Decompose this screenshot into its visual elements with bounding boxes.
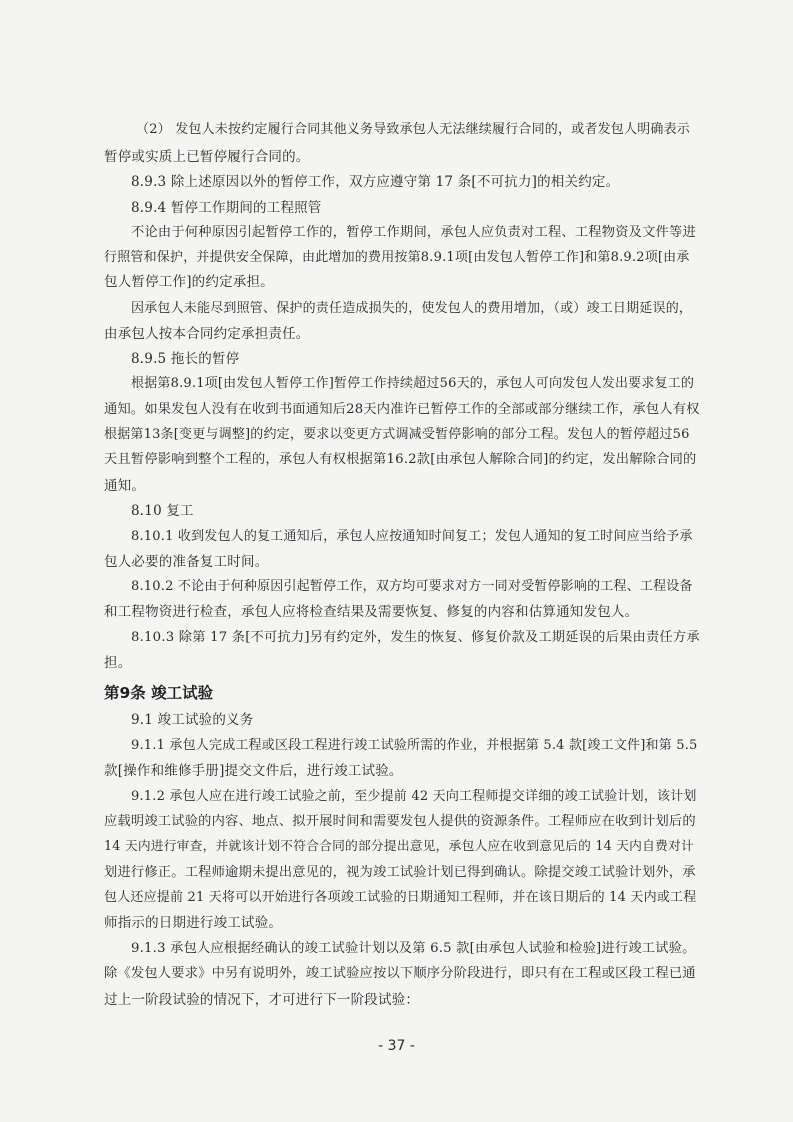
text-line: 9.1 竣工试验的义务 [131,712,254,728]
text-line: 不论由于何种原因引起暂停工作的，暂停工作期间，承包人应负责对工程、工程物资及文件等进 [131,225,696,240]
text-line: 应载明竣工试验的内容、地点、拟开展时间和需要发包人提供的资源条件。工程师应在收到计划后的 [104,814,696,829]
text-line: 8.10 复工 [131,503,194,519]
text-line: 8.9.4 暂停工作期间的工程照管 [131,200,322,216]
text-line: 行照管和保护，并提供安全保障，由此增加的费用按第8.9.1项[由发包人暂停工作]和第8.9.2项[由承 [104,250,690,265]
text-line: 根据第8.9.1项[由发包人暂停工作]暂停工作持续超过56天的，承包人可向发包人发出要求复工的 [131,376,695,391]
text-line: 师指示的日期进行竣工试验。 [104,915,283,931]
text-line: （2） 发包人未按约定履行合同其他义务导致承包人无法继续履行合同的，或者发包人明确表示 [136,122,691,137]
page-number: - 37 - [378,1038,415,1054]
text-line: 除《发包人要求》中另有说明外，竣工试验应按以下顺序分阶段进行，即只有在工程或区段工程已通 [104,966,696,981]
text-line: 通知。 [104,478,146,494]
text-line: 暂停或实质上已暂停履行合同的。 [104,149,310,165]
text-line: 天且暂停影响到整个工程的，承包人有权根据第16.2款[由承包人解除合同]的约定，发出解除合同的 [104,452,697,467]
text-line: 根据第13条[变更与调整]的约定，要求以变更方式调减受暂停影响的部分工程。发包人的暂停超过56 [104,427,690,442]
text-line: 8.9.5 拖长的暂停 [131,351,240,367]
text-line: 包人暂停工作]的约定承担。 [104,274,274,290]
text-line: 包人还应提前 21 天将可以开始进行各项竣工试验的日期通知工程师，并在该日期后的 14 天内或工程 [104,890,697,905]
text-line: 8.10.1 收到发包人的复工通知后，承包人应按通知时间复工；发包人通知的复工时间应当给予承 [131,529,693,544]
text-line: 过上一阶段试验的情况下，才可进行下一阶段试验： [104,992,420,1008]
text-line: 划进行修正。工程师逾期未提出意见的，视为竣工试验计划已得到确认。除提交竣工试验计划外，承 [104,865,696,880]
text-line: 款[操作和维修手册]提交文件后，进行竣工试验。 [104,763,403,779]
text-line: 9.1.3 承包人应根据经确认的竣工试验计划以及第 6.5 款[由承包人试验和检验]进行竣工试验。 [131,941,696,956]
text-line: 9.1.1 承包人完成工程或区段工程进行竣工试验所需的作业，并根据第 5.4 款[竣工文件]和第 5.5 [131,738,698,753]
text-line: 8.9.3 除上述原因以外的暂停工作，双方应遵守第 17 条[不可抗力]的相关约定。 [131,174,620,190]
text-line: 包人必要的准备复工时间。 [104,554,269,570]
text-line: 因承包人未能尽到照管、保护的责任造成损失的，使发包人的费用增加，（或）竣工日期延误的， [131,301,693,316]
text-line: 14 天内进行审查，并就该计划不符合合同的部分提出意见，承包人应在收到意见后的 14 天内自费对计 [104,839,694,854]
text-line: 8.10.3 除第 17 条[不可抗力]另有约定外，发生的恢复、修复价款及工期延误的后果由责任方承 [131,630,700,645]
text-line: 担。 [104,655,132,671]
text-line: 9.1.2 承包人应在进行竣工试验之前，至少提前 42 天向工程师提交详细的竣工试验计划，该计划 [131,789,697,804]
text-line: 由承包人按本合同约定承担责任。 [104,326,310,342]
text-line: 8.10.2 不论由于何种原因引起暂停工作，双方均可要求对方一同对受暂停影响的工程、工程设备 [131,579,693,594]
text-line: 和工程物资进行检查，承包人应将检查结果及需要恢复、修复的内容和估算通知发包人。 [104,604,639,620]
text-line: 通知。如果发包人没有在收到书面通知后28天内准许已暂停工作的全部或部分继续工作，承包人有权 [104,402,700,417]
section-heading: 第9条 竣工试验 [104,684,214,702]
